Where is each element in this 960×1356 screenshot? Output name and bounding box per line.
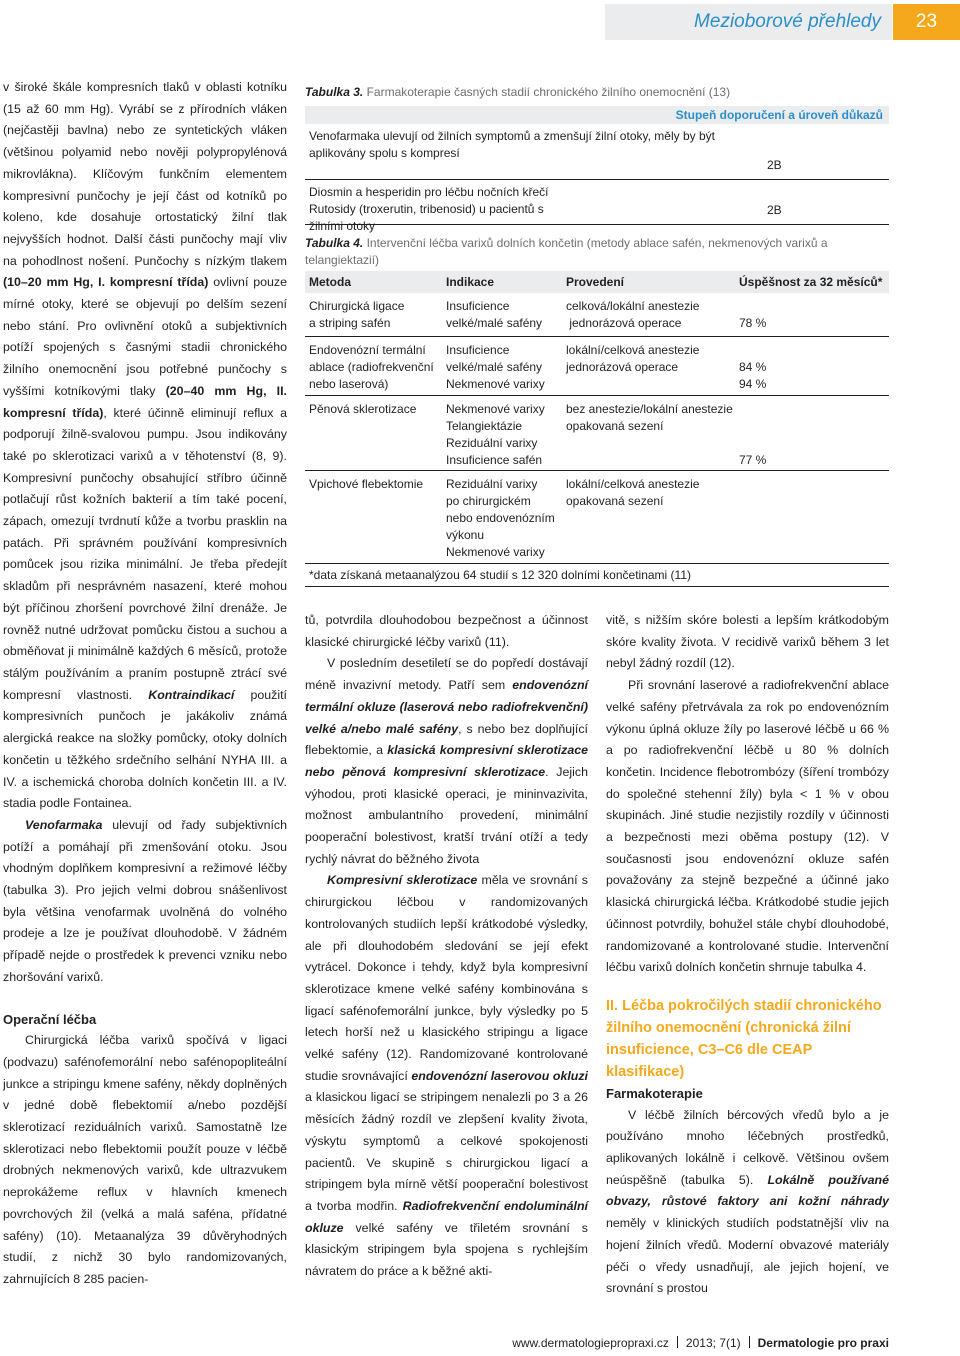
table-row xyxy=(305,337,889,396)
cell-uspesnost: 84 % 94 % xyxy=(739,360,767,391)
footer-issue: 2013; 7(1) xyxy=(685,1336,741,1350)
page-number: 23 xyxy=(893,4,960,40)
paragraph-chirurgicka-lecba: Chirurgická léčba varixů spočívá v ligaci (podvazu) safénofemorální nebo safénopopliteální junkce a stripingu kmene safény, někdy doplněných v jedné době flebektomií a/nebo pozdější sklerotizací reziduálních varixů. Samostatně lze sklerotizaci nebo flebektomii použít pouze v léčbě drobných nekmenových varixů, kde ultrazvukem neprokážeme reflux v hlavních kmenech povrchových žil (velká a malá saféna, přídatné safény) (10). Metaanalýza 39 důvěryhodných studií, z nichž 30 bylo randomizovaných, zahrnujících 8 285 pacien- xyxy=(3,1033,287,1286)
cell-provedeni: celková/lokální anestezie jednorázová operace xyxy=(566,299,700,330)
column-right xyxy=(606,610,889,1300)
table3 xyxy=(305,106,889,233)
cell-indikace: Reziduální varixy po chirurgickém nebo endovenózním výkonu Nekmenové varixy xyxy=(446,477,555,559)
paragraph-mininvazivni: V posledním desetiletí se do popředí dostávají méně invazivní metody. Patří sem endovenózní termální okluze (laserová nebo radiofrekvenční) velké a/nebo malé safény, s nebo bez doplňující flebektomie, a klasická kompresivní sklerotizace nebo pěnová kompresivní sklerotizace. Jejich výhodou, proti klasické operaci, je mininvazivita, možnost ambulantního provedení, minimální pooperační bolestivost, kratší trvání otíží a tedy rychlý návrat do běžného života xyxy=(305,656,588,866)
footer-separator xyxy=(677,1336,678,1348)
table3-header: Stupeň doporučení a úroveň důkazů xyxy=(305,106,889,124)
cell-metoda: Vpichové flebektomie xyxy=(309,477,424,491)
table-row xyxy=(305,293,889,337)
paragraph-venofarmaka: Venofarmaka ulevují od řady subjektivních potíží a pomáhají při zmenšování otoku. Jsou vhodným doplňkem kompresivní a režimové léčby (tabulka 3). Pro jejich velmi dobrou snášenlivost byla většina venofarmak uvolněná do volného prodeje a lze je používat dlouhodobě. V žádném případě nejde o prostředek k prevenci vzniku nebo zhoršování varixů. xyxy=(3,817,287,984)
table4 xyxy=(305,271,889,587)
table-row xyxy=(305,396,889,471)
subheading-farmakoterapie: Farmakoterapie xyxy=(606,1085,703,1101)
table4-footnote: *data získaná metaanalýzou 64 studií s 12 320 dolními končetinami (11) xyxy=(305,564,889,587)
paragraph-metaanalysis: tů, potvrdila dlouhodobou bezpečnost a účinnost klasické chirurgické léčby varixů (11). xyxy=(305,613,588,649)
table3-cell-level: 2B xyxy=(767,158,782,172)
table3-cell-text: Venofarmaka ulevují od žilních symptomů a zmenšují žilní otoky, měly by být aplikovány spolu s kompresí xyxy=(309,129,715,160)
column-middle xyxy=(305,610,588,1283)
paragraph-sklerotizace: Kompresivní sklerotizace měla ve srovnání s chirurgickou léčbou v randomizovaných kontrolovaných studiích lepší krátkodobé výsledky, ale při dlouhodobém sledování se její efekt vytrácel. Dokonce i tehdy, když byla kompresivní sklerotizace kmene velké safény kombinována s ligací safénofemorální junkce, byly výsledky po 5 letech horší než u klasického stripingu a ligace velké safény (12). Randomizované kontrolované studie srovnávající endovenózní laserovou okluzi a klasickou ligací se stripingem nenalezli po 3 a 26 měsících žádný rozdíl ve zlepšení kvality života, výskytu symptomů a celkové spokojenosti pacientů. Ve skupině s chirurgickou ligací a stripingem byla mírně větší pooperační bolestivost a tvorba modřin. Radiofrekvenční endoluminální okluze velké safény ve třiletém srovnání s klasickým stripingem byla spojena s rychlejším návratem do práce a k běžné akti- xyxy=(305,873,588,1279)
cell-uspesnost: 78 % xyxy=(739,316,767,330)
table3-cell-level: 2B xyxy=(767,203,782,217)
col-header-uspesnost: Úspěšnost za 32 měsíců* xyxy=(739,275,883,289)
table-row xyxy=(305,124,889,180)
table4-caption: Tabulka 4. Intervenční léčba varixů dolních končetin (metody ablace safén, nekmenových varixů a telangiektazií) xyxy=(305,236,828,267)
cell-metoda: Pěnová sklerotizace xyxy=(309,402,417,416)
col-header-provedeni: Provedení xyxy=(566,275,625,289)
footer xyxy=(512,1335,889,1351)
footer-separator xyxy=(749,1336,750,1348)
cell-indikace: Insuficience velké/malé safény xyxy=(446,299,543,330)
footer-journal: Dermatologie pro praxi xyxy=(757,1336,889,1350)
cell-provedeni: lokální/celková anestezie opakovaná sezení xyxy=(566,477,700,508)
table4-header xyxy=(305,271,889,293)
col-header-indikace: Indikace xyxy=(446,275,495,289)
table3-cell-text: Diosmin a hesperidin pro léčbu nočních křečí Rutosidy (troxerutin, tribenosid) u pacientů s žilními otoky xyxy=(309,185,549,233)
col-header-metoda: Metoda xyxy=(309,275,351,289)
cell-uspesnost: 77 % xyxy=(739,453,767,467)
subheading-operacni-lecba: Operační léčba xyxy=(3,1011,97,1027)
cell-indikace: Nekmenové varixy Telangiektázie Reziduální varixy Insuficience safén xyxy=(446,402,545,467)
cell-metoda: Endovenózní termální ablace (radiofrekvenční nebo laserová) xyxy=(309,343,434,391)
cell-metoda: Chirurgická ligace a striping safén xyxy=(309,299,405,330)
cell-indikace: Insuficience velké/malé safény Nekmenové varixy xyxy=(446,343,545,391)
cell-provedeni: bez anestezie/lokální anestezie opakovaná sezení xyxy=(566,402,733,433)
paragraph-ulcers: V léčbě žilních bércových vředů bylo a je používáno mnoho léčebných prostředků, aplikovaných lokálně i celkově. Většinou ovšem neúspěšně (tabulka 5). Lokálně používané obvazy, růstové faktory ani kožní náhrady neměly v klinických studiích podstatnější vliv na hojení žilních vředů. Moderní obvazové materiály péči o vředy usnadňují, ale jejich hojení, ve srovnání s prostou xyxy=(606,1107,889,1296)
column-left xyxy=(3,77,287,1291)
paragraph-laser-vs-rf: Při srovnání laserové a radiofrekvenční ablace velké safény přetrvávala za rok po endovenózním výkonu úplná okluze žíly po laserové léčbě u 66 % a po radiofrekvenční léčbě u 80 % dolních končetin. Incidence flebotrombózy (šíření trombózy do společné stehenní žíly) byla < 1 % v obou skupinách. Jiné studie nezjistily rozdíly v účinnosti a bezpečnosti mezi oběma postupy (12). V současnosti jsou endovenózní okluze safén považovány za stejně bezpečné a účinné jako klasická chirurgická léčba. Krátkodobé studie jejich účinnost potvrdily, bohužel stále chybí dlouhodobé, randomizované a kontrolované studie. Intervenční léčbu varixů dolních končetin shrnuje tabulka 4. xyxy=(606,678,889,975)
section-title: Mezioborové přehledy xyxy=(694,11,881,32)
table-row xyxy=(305,471,889,564)
table3-caption: Tabulka 3. Farmakoterapie časných stadií chronického žilního onemocnění (13) xyxy=(305,85,731,99)
section-heading-advanced: II. Léčba pokročilých stadií chronického žilního onemocnění (chronická žilní insuficience, C3–C6 dle CEAP klasifikace) xyxy=(606,997,882,1080)
paragraph-stockings: v široké škále kompresních tlaků v oblasti kotníku (15 až 60 mm Hg). Vyrábí se z přírodních vláken (nejčastěji bavlna) nebo ze syntetických vláken (většinou polyamid nebo nověji polypropylénová mikrovlákna). Klíčovým funkčním elementem kompresivní punčochy je její část od kotníků po koleno, kde dosahuje ortostatický žilní tlak nejvyšších hodnot. Další části punčochy mají vliv na pohodlnost nošení. Punčochy s nízkým tlakem (10–20 mm Hg, I. kompresní třída) ovlivní pouze mírné otoky, které se objevují po delším sezení nebo stání. Pro ovlivnění otoků a subjektivních potíží spojených s časnými stadii chronického žilního onemocnění jsou potřebné punčochy s vyššími kotníkovými tlaky (20–40 mm Hg, II. kompresní třída), které účinně eliminují reflux a podporují žilně-svalovou pumpu. Jsou indikovány také po sklerotizaci varixů a v těhotenství (8, 9). Kompresivní punčochy obsahující stříbro účinně potlačují růst kožních bakterií a tím také pocení, zápach, omezují tvrdnutí kůže a tvorbu prasklin na patách. Při správném používání kompresivních pomůcek jsou rizika minimální. Je třeba předejít skladům při nesprávném nasazení, které mohou být příčinou zhoršení povrchové žilní drenáže. Je rovněž nutné udržovat pomůcku čistou a suchou a obměňovat ji minimálně každých 6 měsíců, protože stálým používáním a praním postupně ztrácí své kompresní vlastnosti. Kontraindikací použití kompresivních punčoch je jakákoliv známá alergická reakce na složky pomůcky, otoky dolních končetin u těžkého srdečního selhání NYHA III. a IV. a ischemická choroba dolních končetin III. a IV. stadia podle Fontainea. xyxy=(3,80,288,811)
footer-url: www.dermatologiepropraxi.cz xyxy=(512,1336,669,1350)
paragraph-recidiva: vitě, s nižším skóre bolesti a lepším krátkodobým skóre kvality života. V recidivě varixů během 3 let nebyl žádný rozdíl (12). xyxy=(606,613,889,671)
cell-provedeni: lokální/celková anestezie jednorázová operace xyxy=(566,343,700,374)
table-row xyxy=(305,180,889,233)
